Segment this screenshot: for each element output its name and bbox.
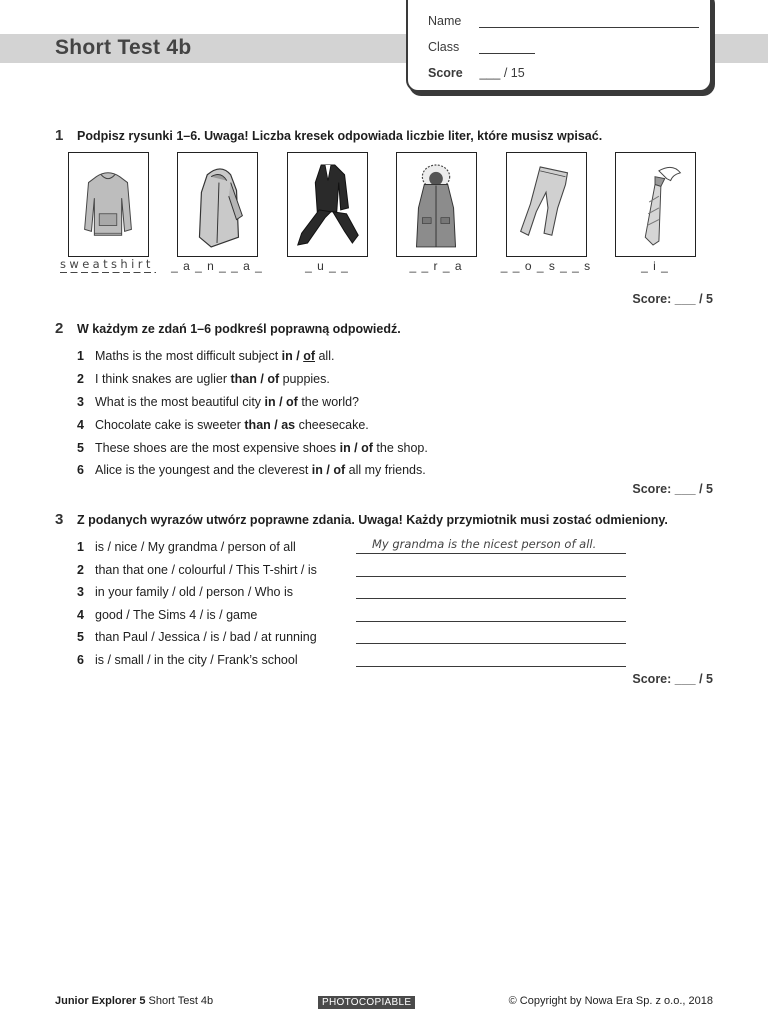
item-number: 5 (77, 441, 84, 455)
sentence-end: the world? (297, 395, 360, 409)
example-answer: My grandma is the nicest person of all. (372, 537, 597, 551)
option-1[interactable]: in (339, 441, 351, 455)
class-label: Class (428, 40, 460, 54)
sentence-end: cheesecake. (295, 418, 369, 432)
section-3-number: 3 (55, 511, 64, 528)
score-total: ___ / 15 (479, 66, 525, 80)
sentence-start: What is the most beautiful city (95, 395, 265, 409)
class-field[interactable] (479, 42, 535, 54)
answer-line[interactable] (356, 643, 626, 644)
option-separator: / (270, 418, 282, 432)
section-1-instruction: Podpisz rysunki 1–6. Uwaga! Liczba kresek odpowiada liczbie liter, które musisz wpisać. (77, 129, 603, 143)
trousers-icon (507, 153, 586, 256)
word-prompt: good / The Sims 4 / is / game (95, 608, 258, 622)
item-number: 1 (77, 540, 84, 554)
sentence-item (77, 463, 426, 477)
picture-3 (287, 152, 368, 257)
footer-test: Short Test 4b (148, 995, 214, 1007)
page-title: Short Test 4b (55, 36, 192, 59)
word-prompt: in your family / old / person / Who is (95, 585, 293, 599)
option-1[interactable]: in (281, 349, 293, 363)
word-prompt: than that one / colourful / This T-shirt / is (95, 563, 317, 577)
item-number: 2 (77, 372, 84, 386)
sentence-start: I think snakes are uglier (95, 372, 231, 386)
picture-2 (177, 152, 258, 257)
raincoat-icon (178, 153, 257, 256)
prompt-item (77, 630, 317, 644)
sweatshirt-icon (69, 153, 148, 256)
sentence-end: all my friends. (345, 463, 426, 477)
option-1[interactable]: than (230, 372, 257, 386)
section-1-number: 1 (55, 127, 64, 144)
class-row (428, 40, 535, 54)
picture-3-answer[interactable]: _ u _ _ (305, 259, 349, 273)
option-2[interactable]: of (286, 395, 298, 409)
option-1[interactable]: than (244, 418, 271, 432)
section-1-score: Score: ___ / 5 (632, 292, 713, 306)
item-number: 6 (77, 463, 84, 477)
option-separator: / (350, 441, 362, 455)
name-label: Name (428, 14, 462, 28)
word-prompt: is / small / in the city / Frank’s school (95, 653, 298, 667)
option-separator: / (256, 372, 268, 386)
section-3-instruction: Z podanych wyrazów utwórz poprawne zdania. Uwaga! Każdy przymiotnik musi zostać odmieniony. (77, 513, 668, 527)
answer-line[interactable] (356, 621, 626, 622)
footer-book-info (55, 995, 213, 1007)
item-number: 4 (77, 608, 84, 622)
option-2[interactable]: of (333, 463, 346, 477)
suit-icon (288, 153, 367, 256)
section-3-score: Score: ___ / 5 (632, 672, 713, 686)
option-separator: / (275, 395, 287, 409)
picture-1-answer[interactable] (60, 257, 156, 273)
picture-6 (615, 152, 696, 257)
option-2[interactable]: of (361, 441, 373, 455)
word-prompt: than Paul / Jessica / is / bad / at running (95, 630, 317, 644)
prompt-item (77, 653, 298, 667)
score-label: Score (428, 66, 463, 80)
sentence-item (77, 372, 330, 386)
answer-line[interactable] (356, 553, 626, 554)
picture-1 (68, 152, 149, 257)
word-prompt: is / nice / My grandma / person of all (95, 540, 296, 554)
answer-dashes (60, 272, 156, 273)
sentence-end: puppies. (279, 372, 330, 386)
photocopiable-badge: PHOTOCOPIABLE (318, 996, 415, 1009)
sentence-end: the shop. (372, 441, 428, 455)
sentence-item (77, 349, 334, 363)
option-2[interactable]: as (281, 418, 296, 432)
score-row (428, 66, 525, 80)
item-number: 2 (77, 563, 84, 577)
item-number: 3 (77, 585, 84, 599)
answer-line[interactable] (356, 598, 626, 599)
option-2[interactable]: of (267, 372, 280, 386)
sentence-start: These shoes are the most expensive shoes (95, 441, 340, 455)
option-separator: / (292, 349, 304, 363)
sentence-start: Alice is the youngest and the cleverest (95, 463, 312, 477)
item-number: 3 (77, 395, 84, 409)
sentence-start: Maths is the most difficult subject (95, 349, 282, 363)
sentence-start: Chocolate cake is sweeter (95, 418, 245, 432)
option-separator: / (322, 463, 334, 477)
item-number: 5 (77, 630, 84, 644)
sentence-item (77, 418, 369, 432)
answer-line[interactable] (356, 666, 626, 667)
section-2-instruction: W każdym ze zdań 1–6 podkreśl poprawną odpowiedź. (77, 322, 401, 336)
prompt-item (77, 585, 293, 599)
student-info-box (406, 0, 712, 92)
picture-4 (396, 152, 477, 257)
answer-text: sweatshirt (60, 257, 154, 271)
prompt-item (77, 540, 296, 554)
picture-4-answer[interactable]: _ _ r _ a (409, 259, 463, 273)
parka-icon (397, 153, 476, 256)
picture-2-answer[interactable]: _ a _ n _ _ a _ (171, 259, 263, 273)
option-1[interactable]: in (311, 463, 323, 477)
option-1[interactable]: in (264, 395, 276, 409)
prompt-item (77, 563, 317, 577)
prompt-item (77, 608, 257, 622)
item-number: 1 (77, 349, 84, 363)
picture-5 (506, 152, 587, 257)
footer-copyright: © Copyright by Nowa Era Sp. z o.o., 2018 (508, 995, 713, 1007)
sentence-item (77, 395, 359, 409)
section-2-score: Score: ___ / 5 (632, 482, 713, 496)
item-number: 4 (77, 418, 84, 432)
picture-5-answer[interactable]: _ _ o _ s _ _ s (500, 259, 592, 273)
option-2[interactable] (303, 349, 315, 363)
underlined-answer: of (303, 349, 315, 363)
answer-line[interactable] (356, 576, 626, 577)
picture-6-answer[interactable]: _ i _ (641, 259, 669, 273)
name-field[interactable] (479, 16, 699, 28)
name-row (428, 14, 699, 28)
item-number: 6 (77, 653, 84, 667)
tie-icon (616, 153, 695, 256)
sentence-end: all. (315, 349, 335, 363)
section-2-number: 2 (55, 320, 64, 337)
sentence-item (77, 441, 428, 455)
footer-book: Junior Explorer 5 (55, 995, 146, 1007)
